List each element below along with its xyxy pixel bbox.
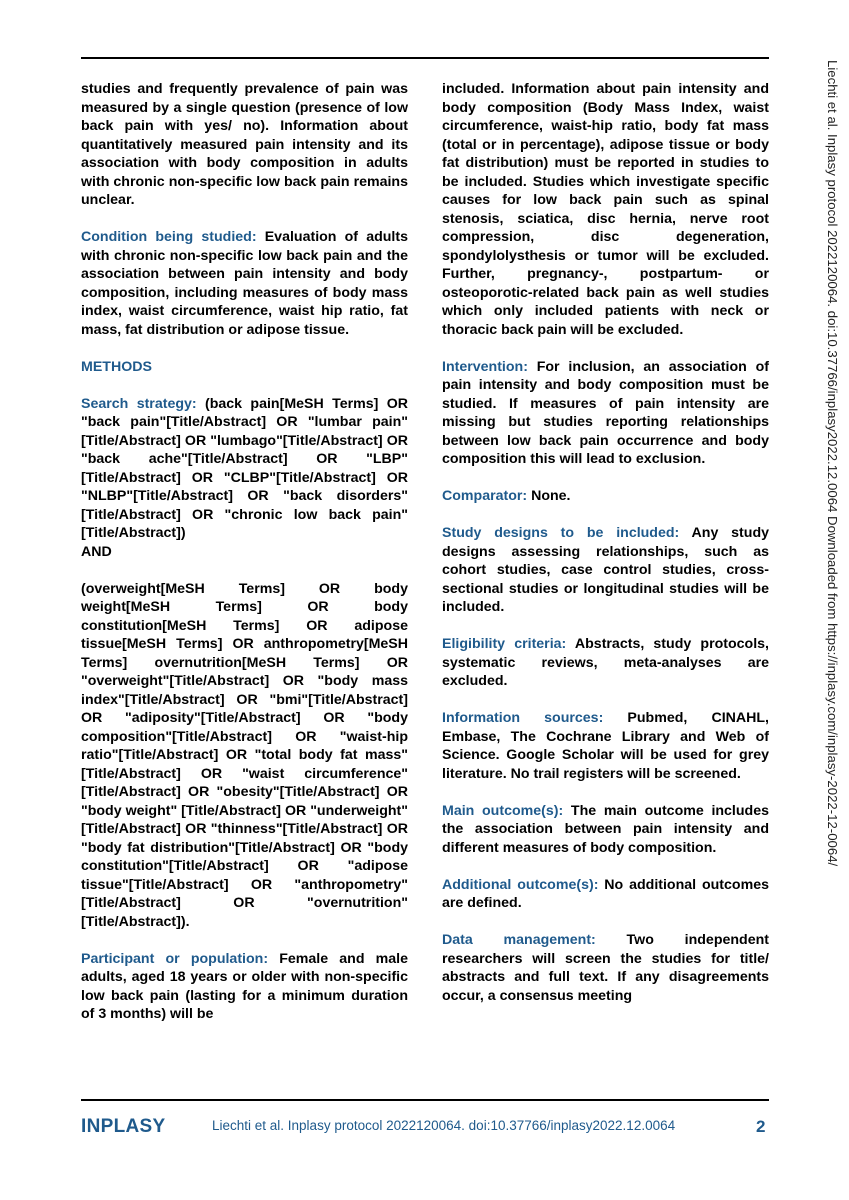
search-text-2: (overweight[MeSH Terms] OR body weight[MeSH Terms] OR body constitution[MeSH Terms] OR adipose tissue[MeSH Terms] OR anthropometry[MeSH Terms] overnutrition[MeSH Terms] OR "overweight"[Title/Abstract] OR "body mass index"[Title/Abstract] OR "bmi"[Title/Abstract] OR "adiposity"[Title/Abstract] OR "body composition"[Title/Abstract] OR "waist-hip ratio"[Title/Abstract] OR "total body fat mass"[Title/Abstract] OR "waist circumference"[Title/Abstract] OR "obesity"[Title/Abstract] OR "body weight" [Title/Abstract] OR "underweight" [Title/Abstract] OR "thinness"[Title/Abstract] OR "body fat distribution"[Title/Abstract] OR "body constitution"[Title/Abstract] OR "adipose tissue"[Title/Abstract] OR "anthropometry"[Title/Abstract] OR "overnutrition"[Title/Abstract]). <box>81 580 408 930</box>
intervention-section <box>442 358 769 469</box>
data-management-heading: Data management: <box>442 932 596 948</box>
search-text-1: (back pain[MeSH Terms] OR "back pain"[Title/Abstract] OR "lumbar pain"[Title/Abstract] OR "lumbago"[Title/Abstract] OR "back ache"[Title/Abstract] OR "LBP"[Title/Abstract] OR "CLBP"[Title/Abstract] OR "NLBP"[Title/Abstract] OR "back disorders"[Title/Abstract] OR "chronic low back pain"[Title/Abstract]) <box>81 395 409 541</box>
eligibility-heading: Eligibility criteria: <box>442 636 567 652</box>
condition-heading: Condition being studied: <box>81 229 257 245</box>
participant-text: Female and male adults, aged 18 years or older with non-specific low back pain (lasting for a minimum duration of 3 months) will be <box>81 950 408 1022</box>
search-heading: Search strategy: <box>81 395 197 412</box>
left-column <box>81 80 408 1042</box>
designs-heading: Study designs to be included: <box>442 525 680 541</box>
sources-heading: Information sources: <box>442 710 604 726</box>
intervention-text: For inclusion, an association of pain intensity and body composition must be studied. If measures of pain intensity are missing but studies reporting relationships between low back pain occurrence and body composition this will lead to exclusion. <box>442 358 769 467</box>
right-column <box>442 80 769 1024</box>
top-rule <box>81 57 769 59</box>
main-outcome-text: The main outcome includes the association between pain intensity and different measures of body composition. <box>442 802 769 856</box>
main-outcome-section <box>442 802 769 858</box>
sidebar-download-note <box>822 60 842 1100</box>
bottom-rule <box>81 1099 769 1101</box>
condition-text: Evaluation of adults with chronic non-specific low back pain and the association between pain intensity and body composition, including measures of body mass index, waist circumference, waist hip ratio, fat mass, fat distribution or adipose tissue. <box>81 229 408 338</box>
designs-text: Any study designs assessing relationships, such as cohort studies, case control studies, cross-sectional studies or longitudinal studies will be included. <box>442 525 769 615</box>
sources-section <box>442 709 769 783</box>
data-management-text: Two independent researchers will screen the studies for title/ abstracts and full text. If any disagreements occur, a consensus meeting <box>442 932 769 1004</box>
additional-outcome-heading: Additional outcome(s): <box>442 876 599 893</box>
participant-section <box>81 950 408 1024</box>
comparator-heading: Comparator: <box>442 488 528 504</box>
additional-outcome-section <box>442 876 769 913</box>
sidebar-text: Liechti et al. Inplasy protocol 2022120064. doi:10.37766/inplasy2022.12.0064 Downloaded from https://inplasy.com/inplasy-2022-12-0064/ <box>825 60 840 867</box>
methods-heading: METHODS <box>81 358 152 375</box>
participant-heading: Participant or population: <box>81 950 269 967</box>
inclusion-paragraph: included. Information about pain intensity and body composition (Body Mass Index, waist circumference, waist-hip ratio, body fat mass (total or in percentage), adipose tissue or body fat distribution) must be reported in studies to be included. Studies which investigate specific causes for low back pain such as spinal stenosis, sciatica, disc hernia, nerve root compression, disc degeneration, spondylolysthesis or tumor will be excluded. Further, pregnancy-, postpartum- or osteoporotic-related back pain as well studies which only included patients with neck or thoracic back pain will be excluded. <box>442 81 769 338</box>
sources-text: Pubmed, CINAHL, Embase, The Cochrane Library and Web of Science. Google Scholar will be used for grey literature. No trail registers will be screened. <box>442 710 769 782</box>
designs-section <box>442 524 769 617</box>
comparator-section <box>442 487 769 506</box>
eligibility-section <box>442 635 769 691</box>
intro-paragraph: studies and frequently prevalence of pain was measured by a single question (presence of low back pain with yes/ no). Information about quantitatively measured pain intensity and its association with body composition in adults with chronic non-specific low back pain remains unclear. <box>81 81 408 208</box>
search-and: AND <box>81 543 112 560</box>
additional-outcome-text: No additional outcomes are defined. <box>442 876 769 911</box>
footer-brand: INPLASY <box>81 1116 166 1137</box>
condition-section <box>81 228 408 339</box>
intervention-heading: Intervention: <box>442 358 528 375</box>
search-section <box>81 395 408 543</box>
comparator-text: None. <box>527 488 571 504</box>
page-number: 2 <box>756 1117 766 1136</box>
data-management-section <box>442 931 769 1005</box>
footer-citation: Liechti et al. Inplasy protocol 2022120064. doi:10.37766/inplasy2022.12.0064 <box>212 1118 676 1133</box>
eligibility-text: Abstracts, study protocols, systematic reviews, meta-analyses are excluded. <box>442 636 769 689</box>
main-outcome-heading: Main outcome(s): <box>442 802 564 819</box>
